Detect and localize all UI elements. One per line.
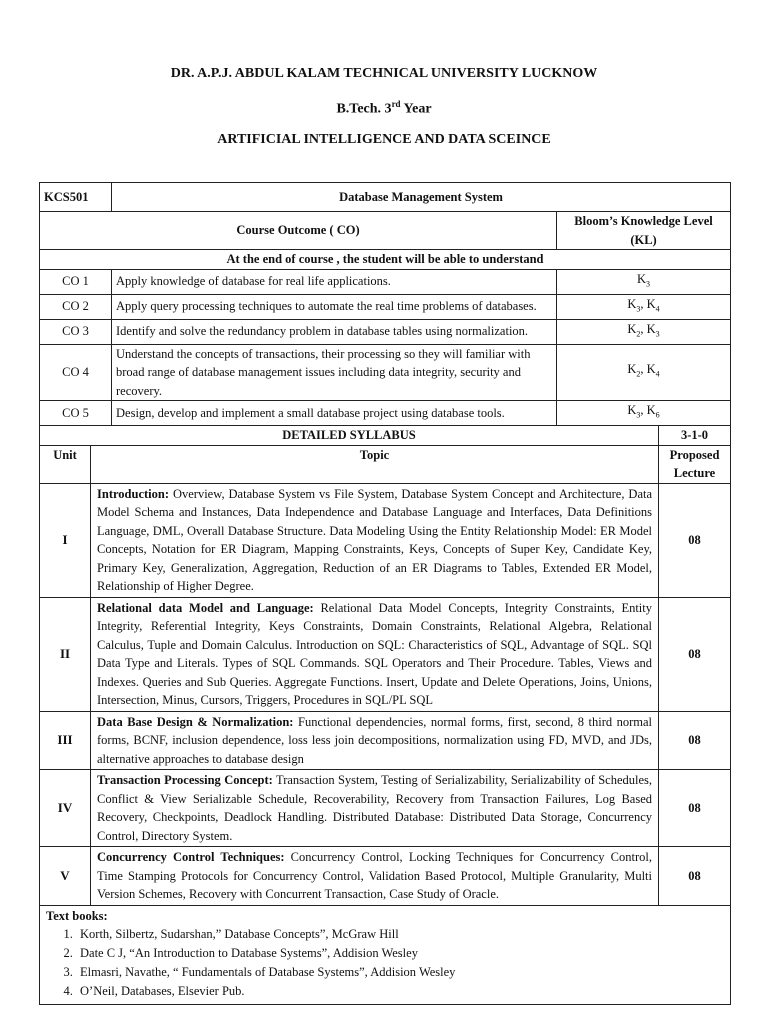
unit-row [40,711,731,770]
co-id: CO 1 [40,269,112,294]
unit-topic [91,847,659,906]
co-intro-row [40,250,731,270]
textbook-item: 1. Korth, Silbertz, Sudarshan,” Database Concepts”, McGraw Hill [76,925,724,944]
co-id: CO 5 [40,401,112,426]
co-row [40,294,731,319]
co-kl: $K_3$, $K_6$ [557,401,731,426]
course-code: KCS501 [40,183,112,212]
unit-topic-text: Relational Data Model Concepts, Integrity Constraints, Entity Integrity, Referential Integrity, Keys Constraints, Domain Constraints, Relational Algebra, Relational Calculus, Tuple and Domain Calculus. Introduction on SQL: Characteristics of SQL, Advantage of SQL. SQl Data Type and Literals. Types of SQL Commands. SQL Operators and Their Procedure. Tables, Views and Indexes. Queries and Sub Queries. Aggregate Functions. Insert, Update and Delete Operations, Joins, Unions, Intersection, Minus, Cursors, Triggers, Procedures in SQL/PL SQL [97,600,653,707]
unit-lectures: 08 [659,483,731,597]
kl-level: 4 [655,369,660,379]
kl-header: Bloom’s Knowledge Level (KL) [557,212,731,250]
unit-topic-title: Data Base Design & Normalization: [97,714,294,729]
syllabus-heading-row [40,426,731,446]
co-id: CO 2 [40,294,112,319]
kl-level: 4 [655,304,660,313]
co-text: Identify and solve the redundancy problem in database tables using normalization. [112,319,557,344]
kl-level: 3 [655,329,660,338]
unit-topic-text: Overview, Database System vs File System, Database System Concept and Architecture, Data Model Schema and Instances, Data Independence and Database Language and Interfaces, Data Definitions Language, DML, Overall Database Structure. Data Modeling Using the Entity Relationship Model: ER Model Concepts, Notation for ER Diagram, Mapping Constraints, Keys, Concepts of Super Key, Candidate Key, Primary Key, Generalization, Aggregation, Reduction of an ER Diagrams to Tables, Extended ER Model, Relationship of Higher Degree. [97,486,653,593]
unit-number: II [40,597,91,711]
co-row [40,319,731,344]
unit-topic-title: Introduction: [97,486,170,501]
textbook-item: 4. O’Neil, Databases, Elsevier Pub. [76,982,724,1001]
textbook-item: 2. Date C J, “An Introduction to Database Systems”, Addision Wesley [76,944,724,963]
textbook-item: 3. Elmasri, Navathe, “ Fundamentals of Database Systems”, Addision Wesley [76,963,724,982]
unit-topic [91,483,659,597]
kl-letter: K [627,362,637,377]
kl-letter: K [627,403,637,417]
kl-letter: K [627,296,637,311]
unit-row [40,847,731,906]
year-prefix: B.Tech. 3 [336,101,392,117]
co-text: Design, develop and implement a small database project using database tools. [112,401,557,426]
co-intro: At the end of course , the student will be able to understand [40,250,731,270]
unit-lectures: 08 [659,770,731,847]
kl-letter: K [646,362,656,377]
course-title: Database Management System [112,183,731,212]
co-kl: $K_2$, $K_4$ [557,344,731,401]
unit-topic [91,711,659,770]
unit-row [40,483,731,597]
syllabus-column-row [40,445,731,483]
co-text: Apply knowledge of database for real life applications. [112,269,557,294]
kl-level: 2 [636,369,641,379]
unit-lectures: 08 [659,711,731,770]
co-kl [557,269,731,294]
col-lecture: Proposed Lecture [659,445,731,483]
unit-topic-title: Concurrency Control Techniques: [97,850,285,864]
university-title: DR. A.P.J. ABDUL KALAM TECHNICAL UNIVERSITY LUCKNOW [170,66,598,81]
kl-level: 3 [636,304,641,313]
col-unit: Unit [40,445,91,483]
co-header-row [40,212,731,250]
unit-topic [91,597,659,711]
co-id: CO 3 [40,319,112,344]
co-text: Understand the concepts of transactions, their processing so they will familiar with broad range of database management issues including data integrity, security and recovery. [112,344,557,401]
co-kl: $K_3$, $K_4$ [557,294,731,319]
unit-topic-text: Functional dependencies, normal forms, first, second, 8 third normal forms, BCNF, inclusion dependence, loss less join decompositions, normalization using FD, MVD, and JDs, alternative approaches to database design [97,714,653,766]
kl-letter: K [646,321,656,336]
textbooks-heading: Text books: [46,908,108,923]
unit-topic [91,770,659,847]
year-suffix: Year [400,101,432,117]
unit-topic-title: Relational data Model and Language: [97,600,314,615]
syllabus-table [39,182,731,1005]
kl-level: 6 [655,410,660,420]
kl-letter: K [637,271,647,286]
course-row [40,183,731,212]
unit-topic-text: Concurrency Control, Locking Techniques for Concurrency Control, Time Stamping Protocols for Concurrency Control, Validation Based Protocol, Multiple Granularity, Multi Version Schemes, Recovery with Concurrent Transaction, Case Study of Oracle. [97,850,653,901]
unit-row [40,597,731,711]
unit-number: V [40,847,91,906]
ltp-value: 3-1-0 [659,426,731,446]
kl-letter: K [646,403,656,417]
year-title [0,99,768,118]
co-header: Course Outcome ( CO) [40,212,557,250]
kl-letter: K [627,321,637,336]
co-text: Apply query processing techniques to automate the real time problems of databases. [112,294,557,319]
unit-number: III [40,711,91,770]
kl-letter: K [646,296,656,311]
textbooks-cell [40,905,731,1005]
branch-title: ARTIFICIAL INTELLIGENCE AND DATA SCEINCE [217,132,551,147]
unit-lectures: 08 [659,847,731,906]
unit-topic-text: Transaction System, Testing of Serializability, Serializability of Schedules, Conflict & View Serializable Schedule, Recoverability, Recovery from Transaction Failures, Log Based Recovery, Checkpoints, Deadlock Handling. Distributed Database: Distributed Data Storage, Concurrency Control, Directory System. [97,773,653,843]
unit-row [40,770,731,847]
kl-level: 3 [636,410,641,420]
kl-level: 3 [646,279,651,288]
textbooks-row [40,905,731,1005]
unit-topic-title: Transaction Processing Concept: [97,773,273,787]
co-kl: $K_2$, $K_3$ [557,319,731,344]
co-id: CO 4 [40,344,112,401]
unit-lectures: 08 [659,597,731,711]
co-row [40,344,731,401]
syllabus-heading: DETAILED SYLLABUS [40,426,659,446]
year-superscript: rd [391,99,401,109]
co-row [40,401,731,426]
kl-level: 2 [636,329,641,338]
unit-number: IV [40,770,91,847]
co-row [40,269,731,294]
col-topic: Topic [91,445,659,483]
unit-number: I [40,483,91,597]
textbooks-list [46,925,724,1001]
